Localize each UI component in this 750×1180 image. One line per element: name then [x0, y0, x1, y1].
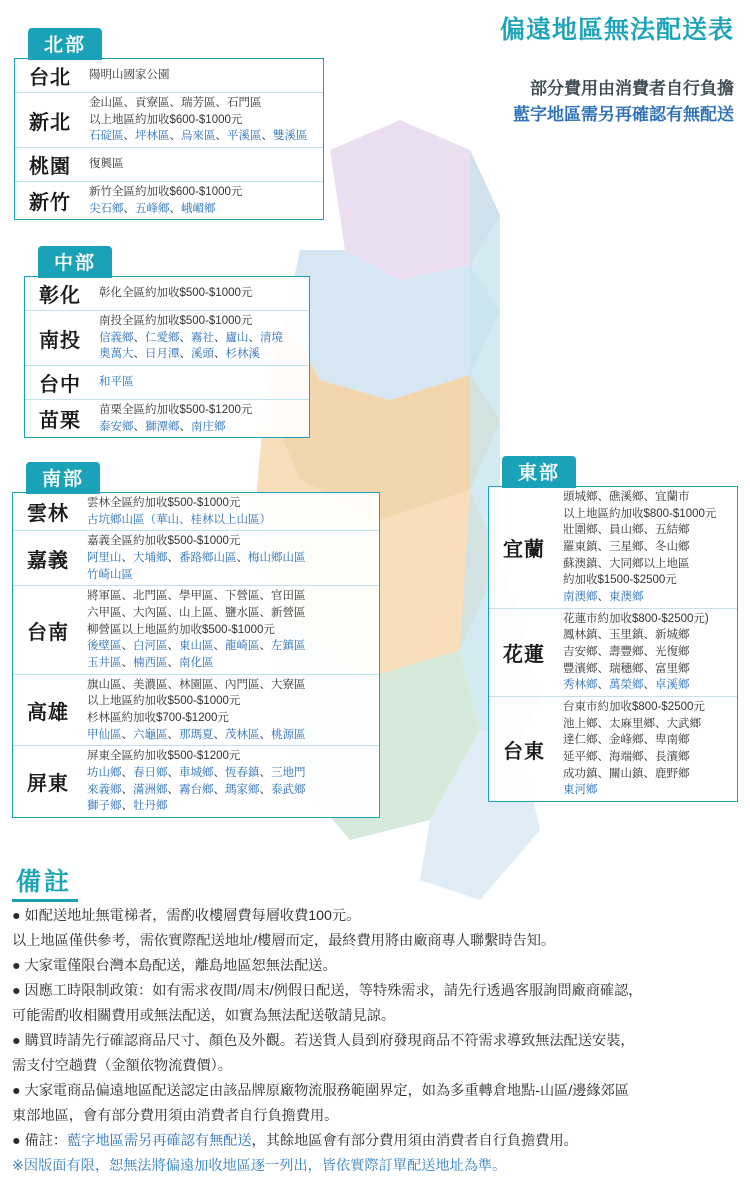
remarks-title: 備註 [12, 862, 78, 902]
table-row [13, 746, 379, 817]
city-name: 雲林 [27, 503, 69, 526]
city-detail: 復興區 [85, 148, 323, 182]
city-name: 彰化 [39, 285, 81, 307]
table-row [25, 277, 309, 311]
table-row [13, 674, 379, 746]
city-detail: 嘉義全區約加收$500-$1000元 阿里山、大埔鄉、番路鄉山區、梅山鄉山區 竹崎山區 [83, 531, 379, 586]
table-row [25, 366, 309, 400]
region-north [14, 28, 324, 220]
remark-line: ● 大家電僅限台灣本島配送，離島地區恕無法配送。 [12, 958, 337, 974]
city-name: 屏東 [13, 746, 83, 817]
city-detail: 南投全區約加收$500-$1000元 信義鄉、仁愛鄉、霧社、廬山、清境 奧萬大、日月潭、溪頭、杉林溪 [95, 311, 309, 366]
remarks-footer: ※因版面有限，恕無法將偏遠加收地區逐一列出，皆依實際訂單配送地址為準。 [12, 1158, 507, 1174]
region-east-table [489, 487, 737, 801]
remark-line: 可能需酌收相關費用或無法配送，如實為無法配送敬請見諒。 [12, 1008, 396, 1024]
region-central-title: 中部 [38, 246, 112, 278]
header-note-line2: 藍字地區需另再確認有無配送 [513, 104, 734, 124]
city-detail: 金山區、貢寮區、瑞芳區、石門區 以上地區約加收$600-$1000元 石碇區、坪林區、烏來區、平溪區、雙溪區 [85, 93, 323, 148]
remark-line: ● 如配送地址無電梯者，需酌收樓層費每層收費100元。 [12, 908, 361, 924]
region-north-title: 北部 [28, 28, 102, 60]
region-central-table [25, 277, 309, 437]
header-note [513, 76, 734, 127]
city-detail: 頭城鄉、礁溪鄉、宜蘭市 以上地區約加收$800-$1000元 壯圍鄉、員山鄉、五結鄉 羅東鎮、三星鄉、冬山鄉 蘇澳鎮、大同鄉以上地區 約加收$1500-$2500元 南澳鄉、東澳鄉 [563, 491, 717, 604]
region-central [24, 246, 310, 438]
region-east-title: 東部 [502, 456, 576, 488]
region-east [488, 456, 738, 802]
city-detail: 雲林全區約加收$500-$1000元 古坑鄉山區（華山、桂林以上山區） [87, 497, 271, 526]
city-detail: 旗山區、美濃區、林園區、內門區、大寮區 以上地區約加收$500-$1000元 杉林區約加收$700-$1200元 甲仙區、六龜區、那瑪夏、茂林區、桃源區 [83, 674, 379, 746]
remark-line: 東部地區，會有部分費用須由消費者自行負擔費用。 [12, 1108, 339, 1124]
city-name: 台東 [489, 697, 559, 802]
city-name: 台中 [25, 366, 95, 400]
region-south-title: 南部 [26, 462, 100, 494]
city-name: 高雄 [13, 674, 83, 746]
remark-line: ● 大家電商品偏遠地區配送認定由該品牌原廠物流服務範圍界定，如為多重轉倉地點-山區/邊緣郊區 [12, 1083, 630, 1099]
header-note-line1: 部分費用由消費者自行負擔 [530, 79, 734, 98]
table-row [15, 182, 323, 220]
remark-line: ● 因應工時限制政策：如有需求夜間/周末/例假日配送，等特殊需求，請先行透過客服詢問廠商確認， [12, 983, 643, 999]
table-row [25, 311, 309, 366]
city-detail: 台東市約加收$800-$2500元 池上鄉、太麻里鄉、大武鄉 達仁鄉、金峰鄉、卑南鄉 延平鄉、海端鄉、長濱鄉 成功鎮、關山鎮、鹿野鄉 東河鄉 [559, 697, 737, 802]
table-row [489, 608, 737, 696]
city-name: 桃園 [15, 148, 85, 182]
city-detail: 和平區 [95, 366, 309, 400]
city-name: 台南 [13, 586, 83, 674]
city-name: 花蓮 [489, 608, 559, 696]
city-detail: 將軍區、北門區、學甲區、下營區、官田區 六甲區、大內區、山上區、鹽水區、新營區 柳營區以上地區約加收$500-$1000元 後壁區、白河區、東山區、龍崎區、左鎮區 玉井區、楠西區、南化區 [83, 586, 379, 674]
table-row [489, 697, 737, 802]
table-row [489, 487, 737, 608]
table-row [15, 93, 323, 148]
city-name: 南投 [25, 311, 95, 366]
table-row [13, 493, 379, 531]
city-detail: 屏東全區約加收$500-$1200元 坊山鄉、春日鄉、車城鄉、恆春鎮、三地門 來義鄉、滿洲鄉、霧台鄉、瑪家鄉、泰武鄉 獅子鄉、牡丹鄉 [83, 746, 379, 817]
remark-line: ● 購買時請先行確認商品尺寸、顏色及外觀。若送貨人員到府發現商品不符需求導致無法配送安裝， [12, 1033, 635, 1049]
city-detail: 陽明山國家公園 [89, 69, 170, 82]
region-south-table [13, 493, 379, 817]
table-row [13, 586, 379, 674]
page-title: 偏遠地區無法配送表 [499, 16, 734, 44]
remark-line: 需支付空趟費（金額依物流費價）。 [12, 1058, 232, 1074]
remark-line: 以上地區僅供參考，需依實際配送地址/樓層而定，最終費用將由廠商專人聯繫時告知。 [12, 933, 556, 949]
remark-line: ● 備註：藍字地區需另再確認有無配送，其餘地區會有部分費用須由消費者自行負擔費用。 [12, 1133, 578, 1149]
table-row [15, 59, 323, 93]
region-north-table [15, 59, 323, 219]
city-name: 嘉義 [13, 531, 83, 586]
city-detail: 彰化全區約加收$500-$1000元 [99, 287, 253, 300]
remarks-section [12, 862, 738, 1177]
city-detail: 花蓮市約加收$800-$2500元) 鳳林鎮、玉里鎮、新城鄉 吉安鄉、壽豐鄉、光復鄉 豐濱鄉、瑞穗鄉、富里鄉 秀林鄉、萬榮鄉、卓溪鄉 [559, 608, 737, 696]
region-south [12, 462, 380, 818]
city-name: 新竹 [15, 182, 85, 220]
city-detail: 苗栗全區約加收$500-$1200元 泰安鄉、獅潭鄉、南庄鄉 [95, 400, 309, 438]
city-name: 新北 [15, 93, 85, 148]
table-row [15, 148, 323, 182]
city-detail: 新竹全區約加收$600-$1000元 尖石鄉、五峰鄉、峨嵋鄉 [85, 182, 323, 220]
city-name: 台北 [29, 67, 71, 89]
table-row [25, 400, 309, 438]
city-name: 宜蘭 [503, 538, 545, 561]
city-name: 苗栗 [25, 400, 95, 438]
table-row [13, 531, 379, 586]
